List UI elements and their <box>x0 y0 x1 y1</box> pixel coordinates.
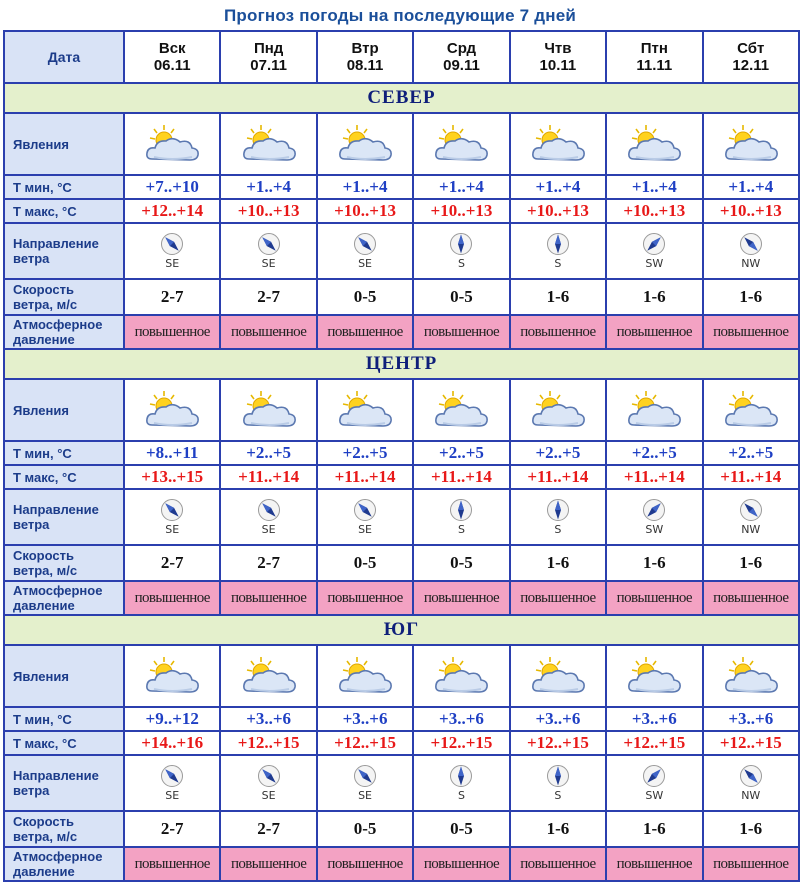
wind-speed-label-line1: Скорость <box>13 282 74 297</box>
wind-direction-value: SW <box>645 789 664 802</box>
day-of-week: Втр <box>351 40 379 57</box>
wind-direction-cell <box>125 224 219 278</box>
wind-direction-value: SE <box>358 257 373 270</box>
wind-direction-label <box>5 224 123 278</box>
pressure-value: повышенное <box>414 316 508 348</box>
phenomena-row <box>5 380 798 440</box>
compass-icon <box>257 498 281 522</box>
partly-cloudy-icon <box>414 655 508 697</box>
wind-speed-value: 1-6 <box>704 280 798 314</box>
wind-direction-cell <box>318 224 412 278</box>
tmax-value: +12..+14 <box>125 200 219 222</box>
phenomena-cell <box>221 114 315 174</box>
wind-speed-value: 1-6 <box>511 280 605 314</box>
partly-cloudy-icon <box>607 389 701 431</box>
wind-speed-label-line1: Скорость <box>13 814 74 829</box>
wind-direction-label-line1: Направление <box>13 236 99 251</box>
wind-direction-value: S <box>554 523 562 536</box>
tmax-value: +12..+15 <box>607 732 701 754</box>
wind-direction-value: S <box>457 523 465 536</box>
compass-icon <box>642 232 666 256</box>
region-row <box>5 616 798 644</box>
wind-speed-label <box>5 546 123 580</box>
day-date: 07.11 <box>250 57 287 74</box>
wind-direction-cell <box>414 224 508 278</box>
pressure-value: повышенное <box>704 848 798 880</box>
wind-direction-label-line1: Направление <box>13 502 99 517</box>
pressure-value: повышенное <box>704 316 798 348</box>
region-row <box>5 350 798 378</box>
phenomena-cell <box>511 380 605 440</box>
pressure-label <box>5 582 123 614</box>
tmin-value: +3..+6 <box>221 708 315 730</box>
wind-speed-label-line1: Скорость <box>13 548 74 563</box>
phenomena-cell <box>607 380 701 440</box>
tmax-label: Т макс, °С <box>5 732 123 754</box>
partly-cloudy-icon <box>125 389 219 431</box>
tmin-value: +2..+5 <box>221 442 315 464</box>
pressure-value: повышенное <box>318 582 412 614</box>
wind-direction-cell <box>607 756 701 810</box>
day-header <box>607 32 701 82</box>
wind-speed-row <box>5 546 798 580</box>
wind-speed-value: 1-6 <box>607 546 701 580</box>
wind-direction-label-line1: Направление <box>13 768 99 783</box>
compass-icon <box>353 232 377 256</box>
compass-icon <box>739 764 763 788</box>
tmin-row <box>5 708 798 730</box>
tmax-value: +10..+13 <box>318 200 412 222</box>
wind-direction-value: SW <box>645 523 664 536</box>
pressure-value: повышенное <box>511 582 605 614</box>
compass-icon <box>546 498 570 522</box>
wind-direction-cell <box>414 756 508 810</box>
wind-direction-value: SE <box>165 523 180 536</box>
region-name: ЮГ <box>5 616 798 644</box>
wind-speed-value: 0-5 <box>414 280 508 314</box>
wind-speed-value: 0-5 <box>318 812 412 846</box>
pressure-row <box>5 582 798 614</box>
pressure-value: повышенное <box>704 582 798 614</box>
wind-speed-value: 0-5 <box>414 546 508 580</box>
pressure-value: повышенное <box>414 848 508 880</box>
partly-cloudy-icon <box>704 123 798 165</box>
wind-direction-cell <box>318 756 412 810</box>
wind-speed-label <box>5 280 123 314</box>
tmax-value: +11..+14 <box>511 466 605 488</box>
header-row <box>5 32 798 82</box>
wind-direction-cell <box>511 756 605 810</box>
day-date: 08.11 <box>346 57 384 74</box>
day-of-week: Вск <box>158 40 186 57</box>
wind-direction-value: NW <box>741 789 761 802</box>
tmax-value: +12..+15 <box>221 732 315 754</box>
wind-direction-value: SE <box>358 789 373 802</box>
day-of-week: Сбт <box>737 40 765 57</box>
tmin-value: +1..+4 <box>221 176 315 198</box>
wind-speed-value: 2-7 <box>221 546 315 580</box>
pressure-label <box>5 316 123 348</box>
compass-icon <box>642 764 666 788</box>
phenomena-cell <box>414 646 508 706</box>
wind-direction-cell <box>318 490 412 544</box>
date-header-label: Дата <box>5 32 123 82</box>
wind-direction-value: NW <box>741 523 761 536</box>
wind-direction-cell <box>704 490 798 544</box>
partly-cloudy-icon <box>607 123 701 165</box>
wind-speed-row <box>5 812 798 846</box>
phenomena-label: Явления <box>5 380 123 440</box>
tmin-value: +3..+6 <box>414 708 508 730</box>
day-header <box>511 32 605 82</box>
wind-direction-label-line2: ветра <box>13 251 50 266</box>
wind-direction-cell <box>704 756 798 810</box>
tmin-label: Т мин, °С <box>5 708 123 730</box>
wind-direction-cell <box>704 224 798 278</box>
partly-cloudy-icon <box>704 389 798 431</box>
wind-speed-label-line2: ветра, м/с <box>13 829 78 844</box>
tmin-value: +2..+5 <box>318 442 412 464</box>
wind-direction-row <box>5 224 798 278</box>
day-date: 10.11 <box>539 57 577 74</box>
compass-icon <box>257 764 281 788</box>
compass-icon <box>257 232 281 256</box>
tmax-value: +11..+14 <box>607 466 701 488</box>
wind-speed-label-line2: ветра, м/с <box>13 297 78 312</box>
wind-direction-value: S <box>457 789 465 802</box>
tmax-row <box>5 200 798 222</box>
tmax-value: +10..+13 <box>221 200 315 222</box>
phenomena-cell <box>125 380 219 440</box>
day-date: 11.11 <box>636 57 673 74</box>
compass-icon <box>449 764 473 788</box>
day-header <box>221 32 315 82</box>
pressure-value: повышенное <box>607 848 701 880</box>
wind-direction-cell <box>221 756 315 810</box>
pressure-value: повышенное <box>318 848 412 880</box>
phenomena-cell <box>125 114 219 174</box>
wind-direction-value: SE <box>261 789 276 802</box>
region-name: ЦЕНТР <box>5 350 798 378</box>
tmax-value: +12..+15 <box>414 732 508 754</box>
pressure-value: повышенное <box>414 582 508 614</box>
pressure-value: повышенное <box>221 316 315 348</box>
phenomena-cell <box>414 380 508 440</box>
compass-icon <box>449 232 473 256</box>
phenomena-label: Явления <box>5 114 123 174</box>
phenomena-cell <box>221 646 315 706</box>
region-name: СЕВЕР <box>5 84 798 112</box>
partly-cloudy-icon <box>414 389 508 431</box>
pressure-label-line1: Атмосферное <box>13 849 103 864</box>
day-header <box>704 32 798 82</box>
wind-speed-value: 1-6 <box>511 546 605 580</box>
tmin-value: +2..+5 <box>414 442 508 464</box>
tmin-value: +8..+11 <box>125 442 219 464</box>
wind-direction-value: SE <box>358 523 373 536</box>
day-header <box>318 32 412 82</box>
wind-speed-value: 1-6 <box>704 812 798 846</box>
wind-direction-value: SE <box>165 257 180 270</box>
tmin-value: +1..+4 <box>607 176 701 198</box>
pressure-value: повышенное <box>125 316 219 348</box>
tmax-row <box>5 466 798 488</box>
wind-speed-value: 0-5 <box>318 546 412 580</box>
pressure-label-line2: давление <box>13 332 75 347</box>
pressure-row <box>5 316 798 348</box>
pressure-value: повышенное <box>511 848 605 880</box>
tmax-value: +12..+15 <box>318 732 412 754</box>
tmin-row <box>5 176 798 198</box>
wind-direction-value: SW <box>645 257 664 270</box>
compass-icon <box>546 764 570 788</box>
phenomena-cell <box>511 646 605 706</box>
wind-speed-value: 1-6 <box>607 812 701 846</box>
pressure-value: повышенное <box>607 582 701 614</box>
tmin-value: +1..+4 <box>414 176 508 198</box>
partly-cloudy-icon <box>221 655 315 697</box>
phenomena-cell <box>414 114 508 174</box>
wind-direction-value: NW <box>741 257 761 270</box>
partly-cloudy-icon <box>704 655 798 697</box>
wind-speed-value: 2-7 <box>125 280 219 314</box>
tmax-value: +10..+13 <box>607 200 701 222</box>
tmax-value: +10..+13 <box>511 200 605 222</box>
phenomena-row <box>5 646 798 706</box>
partly-cloudy-icon <box>125 123 219 165</box>
wind-speed-value: 1-6 <box>607 280 701 314</box>
tmax-label: Т макс, °С <box>5 466 123 488</box>
phenomena-row <box>5 114 798 174</box>
wind-direction-cell <box>511 490 605 544</box>
partly-cloudy-icon <box>511 123 605 165</box>
pressure-value: повышенное <box>125 848 219 880</box>
wind-speed-value: 0-5 <box>414 812 508 846</box>
wind-direction-cell <box>511 224 605 278</box>
phenomena-cell <box>125 646 219 706</box>
partly-cloudy-icon <box>414 123 508 165</box>
tmax-row <box>5 732 798 754</box>
wind-direction-label <box>5 490 123 544</box>
phenomena-label: Явления <box>5 646 123 706</box>
day-of-week: Чтв <box>544 40 572 57</box>
pressure-value: повышенное <box>221 848 315 880</box>
tmin-value: +2..+5 <box>704 442 798 464</box>
wind-direction-cell <box>607 490 701 544</box>
region-row <box>5 84 798 112</box>
forecast-table <box>3 30 800 882</box>
wind-direction-cell <box>125 490 219 544</box>
phenomena-cell <box>511 114 605 174</box>
pressure-label <box>5 848 123 880</box>
partly-cloudy-icon <box>318 389 412 431</box>
day-date: 12.11 <box>732 57 770 74</box>
compass-icon <box>739 498 763 522</box>
tmax-value: +10..+13 <box>414 200 508 222</box>
wind-direction-cell <box>221 224 315 278</box>
wind-speed-row <box>5 280 798 314</box>
partly-cloudy-icon <box>221 123 315 165</box>
tmax-value: +13..+15 <box>125 466 219 488</box>
tmax-value: +12..+15 <box>511 732 605 754</box>
wind-direction-row <box>5 756 798 810</box>
pressure-label-line2: давление <box>13 864 75 879</box>
wind-direction-label-line2: ветра <box>13 517 50 532</box>
pressure-row <box>5 848 798 880</box>
phenomena-cell <box>704 380 798 440</box>
tmin-value: +2..+5 <box>511 442 605 464</box>
tmax-value: +11..+14 <box>704 466 798 488</box>
compass-icon <box>739 232 763 256</box>
tmax-value: +10..+13 <box>704 200 798 222</box>
wind-speed-value: 0-5 <box>318 280 412 314</box>
day-of-week: Пнд <box>253 40 284 57</box>
wind-speed-value: 2-7 <box>125 546 219 580</box>
phenomena-cell <box>318 114 412 174</box>
wind-direction-cell <box>607 224 701 278</box>
wind-direction-label <box>5 756 123 810</box>
compass-icon <box>546 232 570 256</box>
day-date: 09.11 <box>443 57 480 74</box>
tmin-label: Т мин, °С <box>5 176 123 198</box>
day-of-week: Срд <box>446 40 477 57</box>
tmin-value: +3..+6 <box>607 708 701 730</box>
phenomena-cell <box>607 114 701 174</box>
wind-direction-label-line2: ветра <box>13 783 50 798</box>
tmax-value: +11..+14 <box>318 466 412 488</box>
pressure-label-line1: Атмосферное <box>13 317 103 332</box>
pressure-value: повышенное <box>318 316 412 348</box>
pressure-value: повышенное <box>125 582 219 614</box>
wind-direction-cell <box>414 490 508 544</box>
tmax-value: +14..+16 <box>125 732 219 754</box>
tmin-value: +1..+4 <box>704 176 798 198</box>
pressure-label-line1: Атмосферное <box>13 583 103 598</box>
compass-icon <box>353 498 377 522</box>
tmax-value: +12..+15 <box>704 732 798 754</box>
partly-cloudy-icon <box>511 655 605 697</box>
wind-direction-cell <box>125 756 219 810</box>
wind-direction-value: SE <box>261 257 276 270</box>
tmin-row <box>5 442 798 464</box>
wind-direction-value: SE <box>261 523 276 536</box>
wind-direction-value: S <box>554 257 562 270</box>
wind-speed-value: 2-7 <box>221 812 315 846</box>
wind-speed-label <box>5 812 123 846</box>
day-header <box>125 32 219 82</box>
page-title: Прогноз погоды на последующие 7 дней <box>223 6 576 25</box>
day-of-week: Птн <box>640 40 668 57</box>
compass-icon <box>160 764 184 788</box>
phenomena-cell <box>318 380 412 440</box>
pressure-value: повышенное <box>221 582 315 614</box>
partly-cloudy-icon <box>125 655 219 697</box>
tmin-value: +7..+10 <box>125 176 219 198</box>
pressure-value: повышенное <box>607 316 701 348</box>
pressure-value: повышенное <box>511 316 605 348</box>
partly-cloudy-icon <box>318 655 412 697</box>
phenomena-cell <box>221 380 315 440</box>
compass-icon <box>353 764 377 788</box>
partly-cloudy-icon <box>318 123 412 165</box>
wind-direction-value: S <box>457 257 465 270</box>
tmin-label: Т мин, °С <box>5 442 123 464</box>
wind-direction-cell <box>221 490 315 544</box>
tmin-value: +3..+6 <box>511 708 605 730</box>
tmax-value: +11..+14 <box>414 466 508 488</box>
partly-cloudy-icon <box>511 389 605 431</box>
tmin-value: +1..+4 <box>511 176 605 198</box>
compass-icon <box>160 498 184 522</box>
compass-icon <box>160 232 184 256</box>
tmin-value: +3..+6 <box>318 708 412 730</box>
compass-icon <box>449 498 473 522</box>
wind-speed-value: 1-6 <box>704 546 798 580</box>
tmin-value: +2..+5 <box>607 442 701 464</box>
tmax-label: Т макс, °С <box>5 200 123 222</box>
wind-speed-label-line2: ветра, м/с <box>13 563 78 578</box>
wind-speed-value: 1-6 <box>511 812 605 846</box>
phenomena-cell <box>704 646 798 706</box>
compass-icon <box>642 498 666 522</box>
phenomena-cell <box>318 646 412 706</box>
tmin-value: +9..+12 <box>125 708 219 730</box>
tmax-value: +11..+14 <box>221 466 315 488</box>
tmin-value: +3..+6 <box>704 708 798 730</box>
phenomena-cell <box>607 646 701 706</box>
partly-cloudy-icon <box>607 655 701 697</box>
wind-direction-row <box>5 490 798 544</box>
partly-cloudy-icon <box>221 389 315 431</box>
wind-speed-value: 2-7 <box>125 812 219 846</box>
wind-speed-value: 2-7 <box>221 280 315 314</box>
tmin-value: +1..+4 <box>318 176 412 198</box>
wind-direction-value: SE <box>165 789 180 802</box>
phenomena-cell <box>704 114 798 174</box>
wind-direction-value: S <box>554 789 562 802</box>
day-header <box>414 32 508 82</box>
day-date: 06.11 <box>153 57 191 74</box>
pressure-label-line2: давление <box>13 598 75 613</box>
